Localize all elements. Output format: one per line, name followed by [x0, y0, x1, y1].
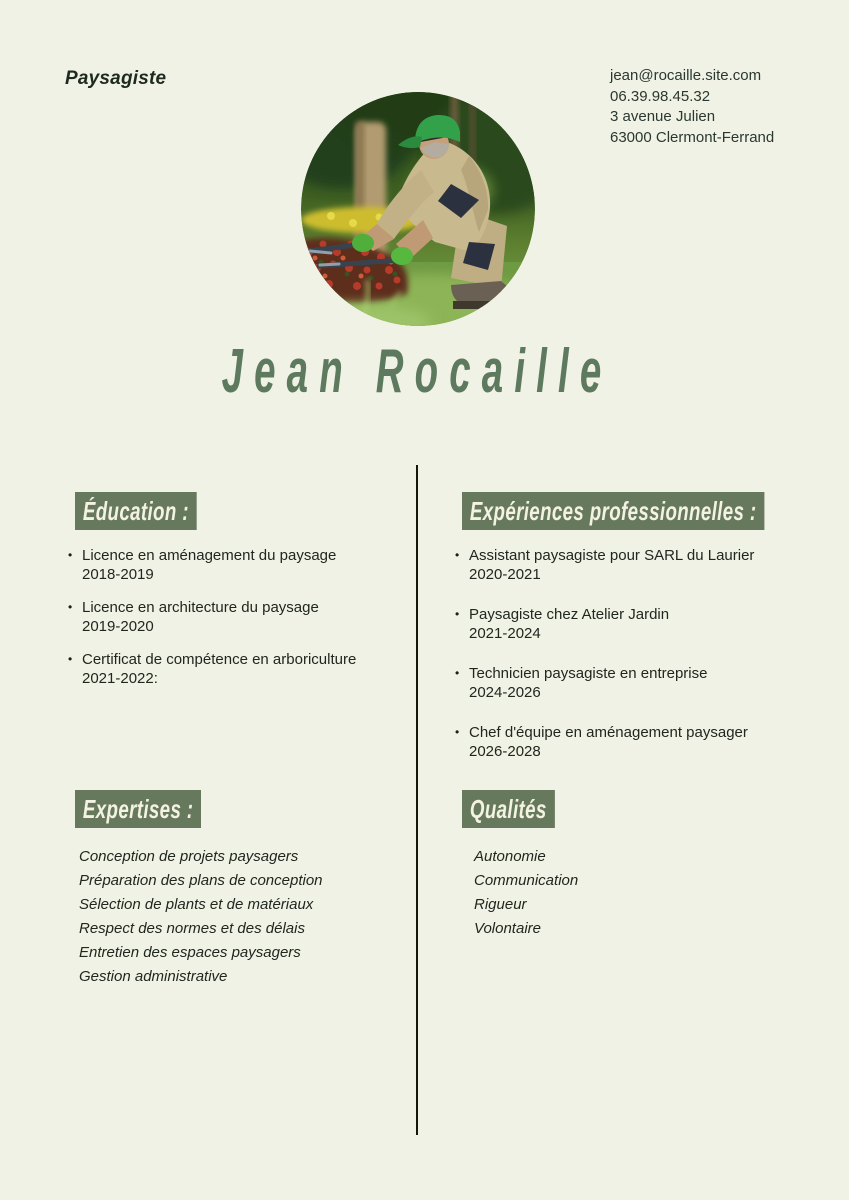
- expertise-item: Conception de projets paysagers: [79, 848, 299, 865]
- experience-item-title: Paysagiste chez Atelier Jardin: [469, 606, 670, 623]
- experience-section-title: Expériences professionnelles :: [469, 496, 757, 526]
- experience-item-period: 2026-2028: [469, 743, 541, 760]
- education-item-period: 2019-2020: [82, 618, 154, 635]
- experience-section-badge: [462, 492, 764, 530]
- column-divider: [416, 465, 418, 1135]
- experience-item-title: Assistant paysagiste pour SARL du Laurier: [469, 547, 755, 564]
- expertise-item: Gestion administrative: [79, 968, 228, 985]
- expertise-section-title: Expertises :: [82, 794, 194, 824]
- bullet-icon: •: [455, 725, 460, 739]
- expertise-item: Respect des normes et des délais: [79, 920, 305, 937]
- bullet-icon: •: [68, 652, 73, 666]
- qualities-section-badge: [462, 790, 555, 828]
- expertise-section-badge: [75, 790, 201, 828]
- contact-line: 63000 Clermont-Ferrand: [610, 129, 775, 147]
- education-item-title: Certificat de compétence en arboriculture: [82, 651, 357, 668]
- person-name: Jean Rocaille: [221, 337, 613, 406]
- experience-item-title: Chef d'équipe en aménagement paysager: [469, 724, 748, 741]
- bullet-icon: •: [455, 548, 460, 562]
- experience-item: [455, 664, 815, 702]
- quality-item: Autonomie: [474, 848, 546, 865]
- experience-item: [455, 605, 815, 643]
- job-title: Paysagiste: [65, 68, 167, 89]
- education-item-period: 2018-2019: [82, 566, 154, 583]
- qualities-section-title: Qualités: [469, 794, 547, 824]
- experience-item: [455, 723, 815, 761]
- education-section-badge: [75, 492, 197, 530]
- bullet-icon: •: [68, 548, 73, 562]
- education-item: [68, 546, 410, 584]
- bullet-icon: •: [68, 600, 73, 614]
- education-item: [68, 650, 410, 688]
- bullet-icon: •: [455, 666, 460, 680]
- education-item: [68, 598, 410, 636]
- section-expertise: [64, 790, 410, 989]
- profile-photo: [301, 92, 535, 326]
- quality-item: Rigueur: [474, 896, 527, 913]
- quality-item: Volontaire: [474, 920, 541, 937]
- qualities-list: [451, 845, 815, 941]
- bullet-icon: •: [455, 607, 460, 621]
- contact-line: 3 avenue Julien: [610, 108, 716, 126]
- section-qualities: [451, 790, 815, 941]
- experience-item: [455, 546, 815, 584]
- expertise-item: Préparation des plans de conception: [79, 872, 323, 889]
- education-item-title: Licence en architecture du paysage: [82, 599, 319, 616]
- education-item-title: Licence en aménagement du paysage: [82, 547, 337, 564]
- education-list: [64, 546, 410, 688]
- experience-list: [451, 546, 815, 761]
- experience-item-title: Technicien paysagiste en entreprise: [469, 665, 708, 682]
- expertise-list: [64, 845, 410, 989]
- expertise-item: Sélection de plants et de matériaux: [79, 896, 314, 913]
- section-experience: [451, 492, 815, 782]
- quality-item: Communication: [474, 872, 579, 889]
- contact-line: jean@rocaille.site.com: [610, 67, 762, 84]
- experience-item-period: 2020-2021: [469, 566, 541, 583]
- gardener-photo-illustration: [301, 92, 535, 326]
- expertise-item: Entretien des espaces paysagers: [79, 944, 301, 961]
- experience-item-period: 2021-2024: [469, 625, 541, 642]
- experience-item-period: 2024-2026: [469, 684, 541, 701]
- education-item-period: 2021-2022:: [82, 670, 158, 687]
- contact-line: 06.39.98.45.32: [610, 87, 711, 105]
- contact-block: [610, 66, 774, 149]
- section-education: [64, 492, 410, 702]
- education-section-title: Éducation :: [82, 496, 189, 526]
